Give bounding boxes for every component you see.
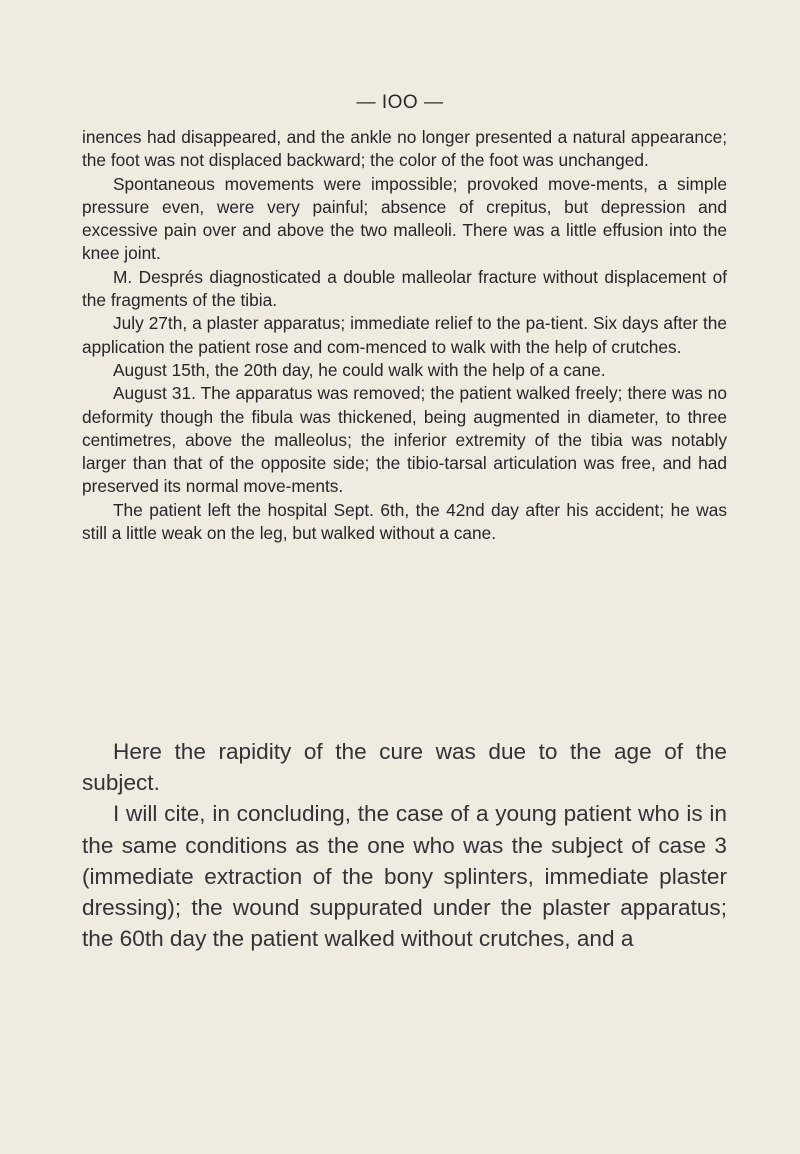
page-number: — IOO — <box>356 92 444 113</box>
paragraph: inences had disappeared, and the ankle no longer presented a natural appearance; the foot was not displaced backward; the color of the foot was unchanged. <box>82 127 727 171</box>
paragraph: The patient left the hospital Sept. 6th, the 42nd day after his accident; he was still a little weak on the leg, but walked without a cane. <box>82 499 727 544</box>
body-text-block <box>82 126 727 545</box>
paragraph: August 15th, the 20th day, he could walk with the help of a cane. <box>113 359 606 380</box>
large-text-block <box>82 736 727 954</box>
paragraph: August 31. The apparatus was removed; the patient walked freely; there was no deformity though the fibula was thickened, being augmented in diameter, to three centimetres, above the malleolus; the inferior extremity of the tibia was notably larger than that of the opposite side; the tibio-tarsal articulation was free, and had preserved its normal move-ments. <box>82 383 727 497</box>
paragraph: Here the rapidity of the cure was due to the age of the subject. <box>82 739 727 796</box>
paragraph: M. Després diagnosticated a double malleolar fracture without displacement of the fragments of the tibia. <box>82 266 727 311</box>
paragraph: July 27th, a plaster apparatus; immediate relief to the pa-tient. Six days after the application the patient rose and com-menced to walk with the help of crutches. <box>82 313 727 357</box>
paragraph: Spontaneous movements were impossible; provoked move-ments, a simple pressure even, were very painful; absence of crepitus, but depression and excessive pain over and above the two malleoli. There was a little effusion into the knee joint. <box>82 173 727 264</box>
paragraph: I will cite, in concluding, the case of a young patient who is in the same conditions as the one who was the subject of case 3 (immediate extraction of the bony splinters, immediate plaster dressing); the wound suppurated under the plaster apparatus; the 60th day the patient walked without crutches, and a <box>82 801 727 952</box>
